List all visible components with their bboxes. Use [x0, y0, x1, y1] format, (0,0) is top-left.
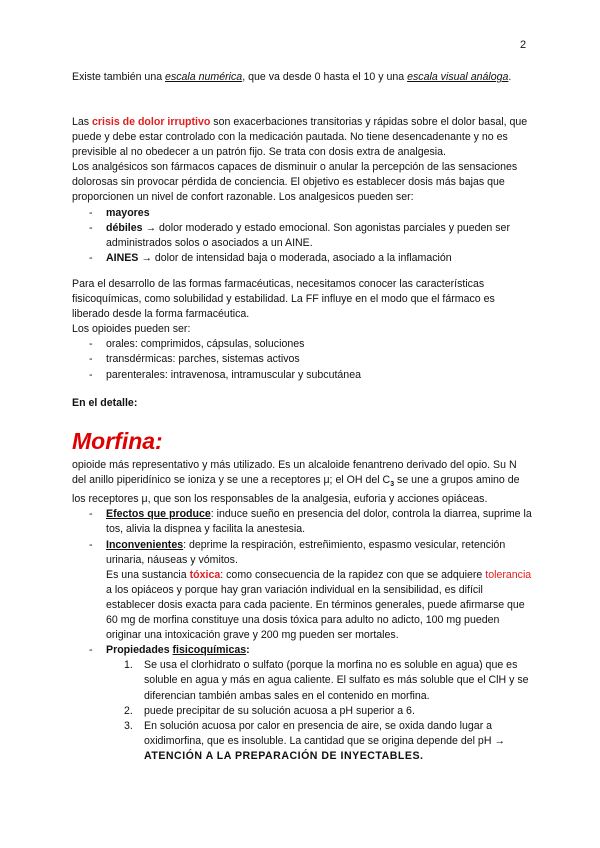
crisis-section [72, 115, 532, 266]
toxicity-paragraph [106, 568, 532, 643]
ff-section [72, 277, 532, 383]
list-item [124, 704, 532, 719]
opioids-lead: Los opioides pueden ser: [72, 323, 191, 336]
item-text: → dolor de intensidad baja o moderada, asociado a la inflamación [138, 251, 452, 264]
intro-paragraph [72, 70, 532, 85]
physchem-label-underlined: fisicoquímicas [172, 644, 247, 657]
ff-paragraph: Para el desarrollo de las formas farmacéuticas, necesitamos conocer las características fisicoquímicas, como solubilidad y estabilidad. La FF influye en el modo que el fármaco es liberado desde la forma farmacéutica. [72, 278, 495, 321]
effects-text: : induce sueño en presencia del dolor, controla la diarrea, suprime la tos, alivia la dispnea y facilita la anestesia. [106, 508, 532, 536]
numeric-scale-term: escala numérica [165, 71, 243, 83]
intro-text: , que va desde 0 hasta el 10 y una [242, 71, 408, 83]
subscript: 3 [390, 481, 395, 489]
intro-text: . [508, 71, 512, 83]
toxicity-text: a los opiáceos y porque hay gran variación individual en la sensibilidad, es difícil establecer dosis exacta para cada paciente. En términos generales, puede afirmarse que 60 mg de morfina constituye una dosis tóxica para adulto no adicto, 100 mg pueden originar una intoxicación grave y 200 mg pueden ser mortales. [106, 583, 525, 642]
morfina-title: Morfina: [72, 428, 163, 454]
list-item: - parenterales: intravenosa, intramuscular y subcutánea [72, 368, 532, 383]
item-number: 2. [124, 704, 133, 717]
morfina-section [72, 427, 532, 764]
list-item [72, 251, 532, 266]
list-item [72, 221, 532, 251]
item-label: débiles [106, 221, 143, 234]
drawbacks-label: Inconvenientes [106, 538, 184, 551]
item-label: AINES [106, 251, 139, 264]
page-number: 2 [520, 39, 527, 51]
detail-heading: En el detalle: [72, 397, 138, 409]
morfina-intro [72, 458, 532, 507]
physchem-colon: : [246, 644, 250, 657]
effects-item [72, 507, 532, 537]
physchem-list [124, 658, 532, 764]
list-item: - transdérmicas: parches, sistemas activos [72, 352, 532, 367]
item-text: En solución acuosa por calor en presencia de aire, se oxida dando lugar a oxidimorfina, que es insoluble. La cantidad que se origina depende del pH → [144, 719, 506, 747]
toxicity-text: : como consecuencia de la rapidez con que se adquiere [220, 568, 486, 581]
drawbacks-text: : deprime la respiración, estreñimiento, espasmo vesicular, retención urinaria, náuseas y vómitos. [106, 538, 506, 566]
opioid-forms-list [72, 337, 532, 382]
intro-text: opioide más representativo y más utilizado. Es un alcaloide fenantreno derivado del opio. Su N del anillo piperidínico se ioniza y se une a receptores μ; el OH del C [72, 459, 517, 487]
item-text: → dolor moderado y estado emocional. Son agonistas parciales y pueden ser administrados solos o asociados a un AINE. [106, 221, 510, 249]
list-item [72, 206, 532, 221]
toxicity-text: Es una sustancia [106, 568, 190, 581]
analgesics-paragraph: Los analgésicos son fármacos capaces de disminuir o anular la percepción de las sensaciones dolorosas sin provocar pérdida de conciencia. El objetivo es establecer dosis más bajas que proporcionen un nivel de confort razonable. Los analgesicos pueden ser: [72, 161, 518, 204]
item-number: 3. [124, 719, 133, 732]
crisis-text: Las [72, 116, 93, 128]
item-label: mayores [106, 206, 150, 219]
tolerance-term: tolerancia [485, 568, 532, 581]
toxic-term: tóxica [189, 568, 221, 581]
physchem-label: Propiedades [106, 644, 173, 657]
analgesic-types-list [72, 206, 532, 266]
item-text: Se usa el clorhidrato o sulfato (porque la morfina no es soluble en agua) que es soluble en agua y más en agua caliente. El sulfato es más soluble que el ClH y se diferencian también ambas sales en el contenido en morfina. [144, 659, 529, 702]
physchem-item [72, 643, 532, 764]
attention-note: ATENCIÓN A LA PREPARACIÓN DE INYECTABLES. [144, 749, 424, 762]
crisis-term: crisis de dolor irruptivo [92, 116, 211, 128]
list-item [124, 719, 532, 764]
effects-label: Efectos que produce [106, 508, 211, 521]
intro-text: se une a grupos amino de los receptores μ, que son los responsables de la analgesia, euforia y acciones opiáceas. [72, 474, 520, 506]
morfina-properties-list [72, 507, 532, 764]
item-number: 1. [124, 659, 133, 672]
item-text: puede precipitar de su solución acuosa a pH superior a 6. [144, 704, 415, 717]
list-item [124, 658, 532, 703]
drawbacks-item [72, 538, 532, 644]
visual-scale-term: escala visual análoga [407, 71, 509, 83]
crisis-text: son exacerbaciones transitorias y rápidas sobre el dolor basal, que puede y debe estar controlado con la medicación pautada. No tiene desencadenante y no es previsible al no obedecer a un patrón fijo. Se trata con dosis extra de analgesia. [72, 116, 528, 159]
list-item: - orales: comprimidos, cápsulas, soluciones [72, 337, 532, 352]
intro-text: Existe también una [72, 71, 166, 83]
